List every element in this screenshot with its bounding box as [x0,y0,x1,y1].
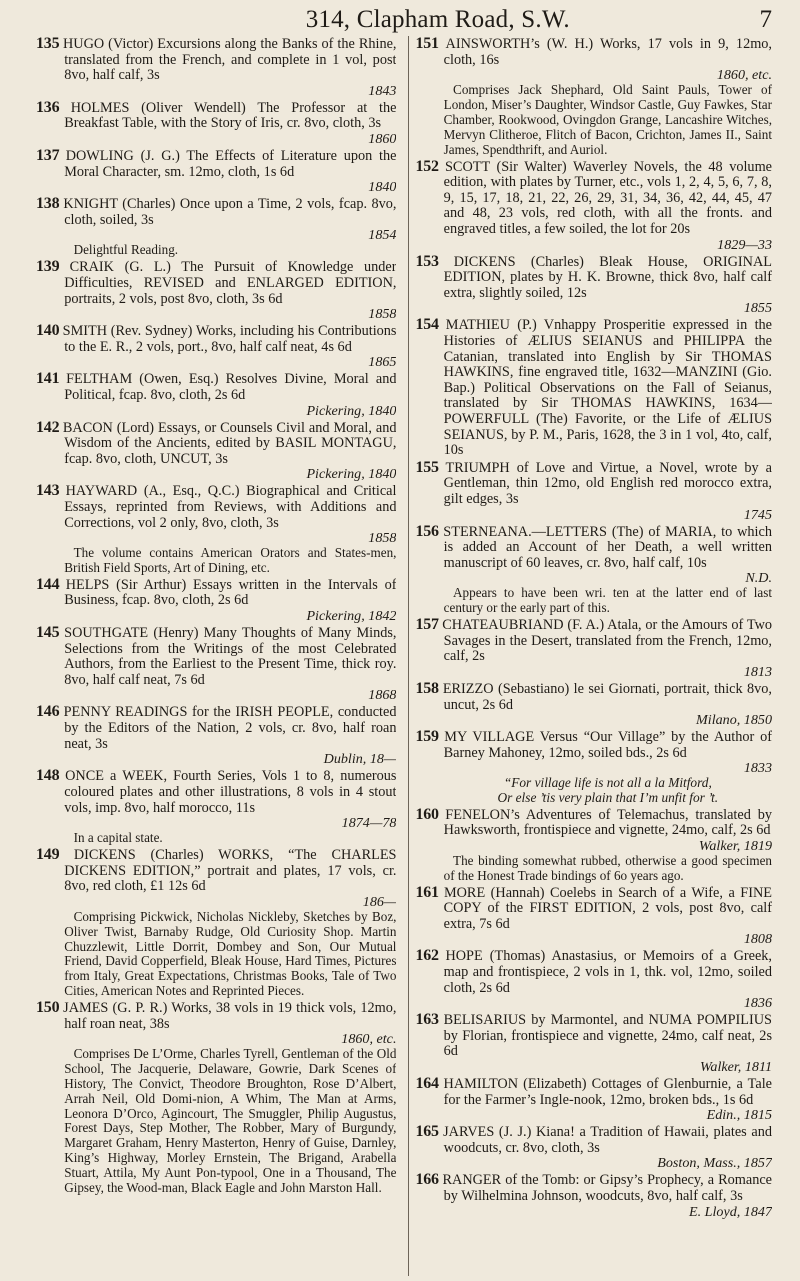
catalogue-entry [415,254,772,317]
lot-number: 142 [36,418,60,436]
lot-number: 165 [415,1123,439,1141]
lot-number: 156 [415,522,439,540]
catalogue-entry [415,36,772,158]
lot-number: 149 [36,845,60,863]
entry-imprint: 1860, etc. [716,67,772,84]
entry-imprint: Pickering, 1840 [306,466,397,483]
entry-text: DICKENS (Charles) WORKS, “The CHARLES DICKENS EDITION,” portrait and plates, 17 vols, cr. 8vo, red cloth, £1 12s 6d [64,846,397,895]
lot-number: 143 [36,482,60,500]
entry-imprint: 1855 [743,300,772,317]
entry-text: STERNEANA.—LETTERS (The) of MARIA, to which is added an Account of her Death, a well written manuscript of 60 leaves, cr. 8vo, half calf, 10s [443,523,772,571]
entry-text: TRIUMPH of Love and Virtue, a Novel, wrote by a Gentleman, thin 12mo, old English red morocco extra, gilt edges, 3s [443,459,772,507]
catalogue-entry [415,885,772,948]
catalogue-entry [36,847,396,999]
catalogue-entry [36,371,396,418]
entry-text: SCOTT (Sir Walter) Waverley Novels, the 48 volume edition, with plates by Turner, etc., vols 1, 2, 4, 5, 6, 7, 8, 9, 15, 17, 18, 21, 22, 26, 29, 31, 34, 36, 42, 44, 45, 47 and 48, 23 vols, red cloth, with all the fronts. and engraved titles, a few soiled, the lot for 20s [443,158,772,237]
entry-note: In a capital state. [73,830,163,846]
entry-text: JARVES (J. J.) Kiana! a Tradition of Hawaii, plates and woodcuts, cr. 8vo, cloth, 3s [443,1124,772,1156]
lot-number: 157 [415,616,439,634]
entry-note: Comprising Pickwick, Nicholas Nickleby, Sketches by Boz, Oliver Twist, Barnaby Rudge, Old Curiosity Shop. Martin Chuzzlewit, Little Dorrit, Dombey and Son, Our Mutual Friend, David Copperfield, Bleak House, Hard Times, Pictures from Italy, Great Expectations, Christmas Books, Tale of Two Cities, American Notes and Reprinted Pieces. [64,908,397,999]
entry-note: Appears to have been wri. ten at the latter end of last century or the early part of this. [443,585,772,616]
entry-text: MATHIEU (P.) Vnhappy Prosperitie expressed in the Histories of ÆLIUS SEIANUS and PHILIPPA the Catanian, translated into English by Sir THOMAS HAWKINS, fine engraved title, 1632—MANZINI (Gio. Bap.) Political Observations on the Fall of Seianus, translated by Sir THOMAS HAWKINS, 1634—POWERFULL (The) Favorite, or the Life of ÆLIUS SEIANUS, by P. M., Paris, 1628, the 3 in 1 vol, 4to, calf, 10s [443,317,772,459]
lot-number: 135 [36,36,60,52]
entry-imprint: 186— [362,893,397,910]
catalogue-entry [36,768,396,846]
lot-number: 150 [36,998,60,1016]
lot-number: 166 [415,1171,439,1189]
catalogue-entry [415,948,772,1011]
lot-number: 152 [415,157,439,175]
catalogue-entry [36,36,396,99]
lot-number: 164 [415,1075,439,1092]
catalogue-entry [36,625,396,703]
entry-text: AINSWORTH’s (W. H.) Works, 17 vols in 9, 12mo, cloth, 16s [443,36,772,68]
lot-number: 162 [415,947,439,965]
entry-text: HOPE (Thomas) Anastasius, or Memoirs of a Greek, map and frontispiece, 2 vols in 1, thk. vol, 12mo, soiled cloth, 2s 6d [443,948,772,996]
catalogue-entry [415,317,772,458]
entry-verse-line: “For village life is not all a la Mitford, [503,775,712,791]
catalogue-entry [415,1172,772,1219]
lot-number: 139 [36,258,60,276]
entry-note: The binding somewhat rubbed, otherwise a good specimen of the Honest Trade bindings of 6o years ago. [443,852,772,883]
entry-imprint: Pickering, 1842 [306,608,397,625]
catalogue-entry [415,1076,772,1123]
entry-imprint: 1843 [368,82,397,99]
catalogue-entry [36,148,396,195]
entry-imprint: Pickering, 1840 [306,402,397,419]
entry-note: Comprises Jack Shephard, Old Saint Pauls, Tower of London, Miser’s Daughter, Windsor Castle, Guy Fawkes, Star Chamber, Rookwood, Ovingdon Grange, Lancashire Witches, Mervyn Clitheroe, Flitch of Bacon, Crichton, James II., Saint James, Spendthrift, and Auriol. [443,82,772,157]
entry-text: MY VILLAGE Versus “Our Village” by the Author of Barney Mahoney, 12mo, soiled bds., 2s 6d [443,729,772,761]
lot-number: 155 [415,458,439,476]
entry-imprint: 1813 [743,663,772,680]
entry-text: HELPS (Sir Arthur) Essays written in the Intervals of Business, fcap. 8vo, cloth, 2s 6d [64,576,397,609]
entry-text: KNIGHT (Charles) Once upon a Time, 2 vols, fcap. 8vo, cloth, soiled, 3s [63,196,397,228]
lot-number: 163 [415,1011,439,1029]
entry-text: CRAIK (G. L.) The Pursuit of Knowledge under Difficulties, REVISED and ENLARGED EDITION, portraits, 2 vols, post 8vo, cloth, 3s 6d [64,259,397,307]
entry-imprint: Milano, 1850 [696,712,772,729]
lot-number: 158 [415,679,439,697]
entry-text: SOUTHGATE (Henry) Many Thoughts of Many Minds, Selections from the Writings of the most Celebrated Authors, from the Earliest to the Present Time, thick roy. 8vo, half calf neat, 7s 6d [64,625,397,688]
lot-number: 151 [415,36,439,52]
entry-note: Comprises De L’Orme, Charles Tyrell, Gentleman of the Old School, The Jacquerie, Delaware, Gowrie, Dark Scenes of History, The Convict, Theodore Broughton, Rose D’Albert, Arrah Neil, Old Domi-nion, A Whim, The Man at Arms, Leonora D’Orco, Agincourt, The Smuggler, Philip Augustus, Forest Days, Step Mother, The Robber, Mary of Burgundy, Margaret Graham, Henry Masterton, Henry of Guise, Darnley, King’s Highway, Morley Ernstein, The Brigand, Arabella Stuart, Attila, My Aunt Pon-typool, One in a Thousand, The Gipsey, the Wood-man, Black Eagle and John Marston Hall. [64,1046,397,1195]
lot-number: 145 [36,624,60,642]
entry-text: SMITH (Rev. Sydney) Works, including his Contributions to the E. R., 2 vols, port., 8vo, half calf neat, 4s 6d [62,323,397,355]
entry-imprint: 1854 [368,227,397,244]
page-number: 7 [759,6,772,33]
entry-text: MORE (Hannah) Coelebs in Search of a Wife, a FINE COPY of the FIRST EDITION, 2 vols, post 8vo, calf extra, 7s 6d [443,884,772,932]
page-header [36,6,772,36]
catalogue-entry [36,100,396,147]
entry-imprint: 1868 [368,687,397,704]
entry-text: PENNY READINGS for the IRISH PEOPLE, conducted by the Editors of the Nation, 2 vols, cr. 8vo, half roan neat, 3s [63,704,397,752]
entry-text: RANGER of the Tomb: or Gipsy’s Prophecy, a Romance by Wilhelmina Johnson, woodcuts, 8vo, half calf, 3s [442,1172,772,1205]
catalogue-entry [415,159,772,253]
entry-imprint: 1836 [743,995,772,1012]
lot-number: 160 [415,805,439,823]
lot-number: 137 [36,147,60,165]
catalogue-entry [36,483,396,576]
entry-imprint: 1865 [368,354,397,371]
entry-imprint: E. Lloyd, 1847 [689,1203,772,1220]
lot-number: 144 [36,575,60,593]
entry-imprint: 1745 [743,506,772,523]
catalogue-entry [415,1124,772,1171]
left-column [36,36,396,1276]
entry-text: FENELON’s Adventures of Telemachus, translated by Hawksworth, frontispiece and vignette, 24mo, calf, 2s 6d [443,806,772,839]
entry-text: HAMILTON (Elizabeth) Cottages of Glenburnie, a Tale for the Farmer’s Ingle-nook, 12mo, broken bds., 1s 6d [443,1076,772,1108]
catalogue-entry [36,259,396,322]
lot-number: 161 [415,883,439,901]
entry-imprint: N.D. [745,570,772,587]
entry-note: The volume contains American Orators and States-men, British Field Sports, Art of Dining, etc. [64,545,397,576]
lot-number: 153 [415,252,439,270]
lot-number: 138 [36,195,60,213]
lot-number: 154 [415,316,439,334]
running-head: 314, Clapham Road, S.W. [305,6,570,33]
entry-text: BELISARIUS by Marmontel, and NUMA POMPILIUS by Florian, frontispiece and vignette, 24mo, calf neat, 2s 6d [443,1012,772,1060]
entry-imprint: 1860, etc. [341,1031,397,1048]
entry-imprint: Boston, Mass., 1857 [657,1155,772,1172]
entry-imprint: Walker, 1819 [698,837,772,854]
entry-text: BACON (Lord) Essays, or Counsels Civil and Moral, and Wisdom of the Ancients, edited by BASIL MONTAGU, fcap. 8vo, cloth, UNCUT, 3s [62,419,397,467]
entry-text: HUGO (Victor) Excursions along the Banks of the Rhine, translated from the French, and complete in 1 vol, post 8vo, half calf, 3s [62,36,397,84]
entry-imprint: 1840 [368,179,397,196]
entry-imprint: 1858 [368,306,397,323]
entry-note: Delightful Reading. [73,242,179,258]
catalogue-entry [415,524,772,617]
entry-text: CHATEAUBRIAND (F. A.) Atala, or the Amours of Two Savages in the Desert, translated from the French, 12mo, calf, 2s [442,617,772,665]
lot-number: 140 [36,322,60,340]
catalogue-entry [415,1012,772,1075]
entry-text: ERIZZO (Sebastiano) le sei Giornati, portrait, thick 8vo, uncut, 2s 6d [442,680,772,713]
catalogue-entry [36,1000,396,1196]
catalogue-entry [415,617,772,680]
lot-number: 141 [36,370,60,388]
entry-text: ONCE a WEEK, Fourth Series, Vols 1 to 8, numerous coloured plates and other illustrations, 8 vols in 4 stout vols, imp. 8vo, half morocco, 11s [64,768,397,816]
entry-imprint: 1858 [368,530,397,547]
catalogue-entry [36,577,396,624]
entry-imprint: 1833 [743,760,772,777]
catalogue-entry [415,729,772,806]
entry-text: DOWLING (J. G.) The Effects of Literature upon the Moral Character, sm. 12mo, cloth, 1s 6d [64,148,397,180]
entry-imprint: 1808 [743,931,772,948]
lot-number: 136 [36,98,60,116]
right-column [408,36,772,1276]
entry-imprint: Walker, 1811 [699,1059,772,1076]
catalogue-entry [415,807,772,884]
entry-imprint: 1829—33 [717,236,772,253]
entry-verse-line: Or else ’tis very plain that I’m unfit for ’t. [497,790,719,806]
entry-text: HAYWARD (A., Esq., Q.C.) Biographical and Critical Essays, reprinted from Reviews, with Additions and Corrections, vol 2 only, 8vo, cloth, 3s [64,483,397,531]
entry-imprint: Edin., 1815 [706,1107,772,1124]
entry-text: JAMES (G. P. R.) Works, 38 vols in 19 thick vols, 12mo, half roan neat, 38s [63,999,397,1032]
entry-imprint: 1874—78 [341,815,397,832]
entry-text: HOLMES (Oliver Wendell) The Professor at the Breakfast Table, with the Story of Iris, cr. 8vo, cloth, 3s [64,99,397,132]
catalogue-entry [36,420,396,483]
catalogue-entry [36,704,396,767]
lot-number: 159 [415,728,439,746]
catalogue-entry [36,196,396,258]
catalogue-entry [36,323,396,370]
entry-text: FELTHAM (Owen, Esq.) Resolves Divine, Moral and Political, fcap. 8vo, cloth, 2s 6d [64,371,397,403]
entry-imprint: 1860 [368,131,397,148]
catalogue-entry [415,681,772,728]
entry-text: DICKENS (Charles) Bleak House, ORIGINAL EDITION, plates by H. K. Browne, thick 8vo, half calf extra, slightly soiled, 12s [443,253,772,301]
catalogue-entry [415,460,772,523]
entry-imprint: Dublin, 18— [323,751,397,768]
catalogue-columns [36,36,772,1276]
lot-number: 148 [36,767,60,785]
lot-number: 146 [36,703,60,721]
